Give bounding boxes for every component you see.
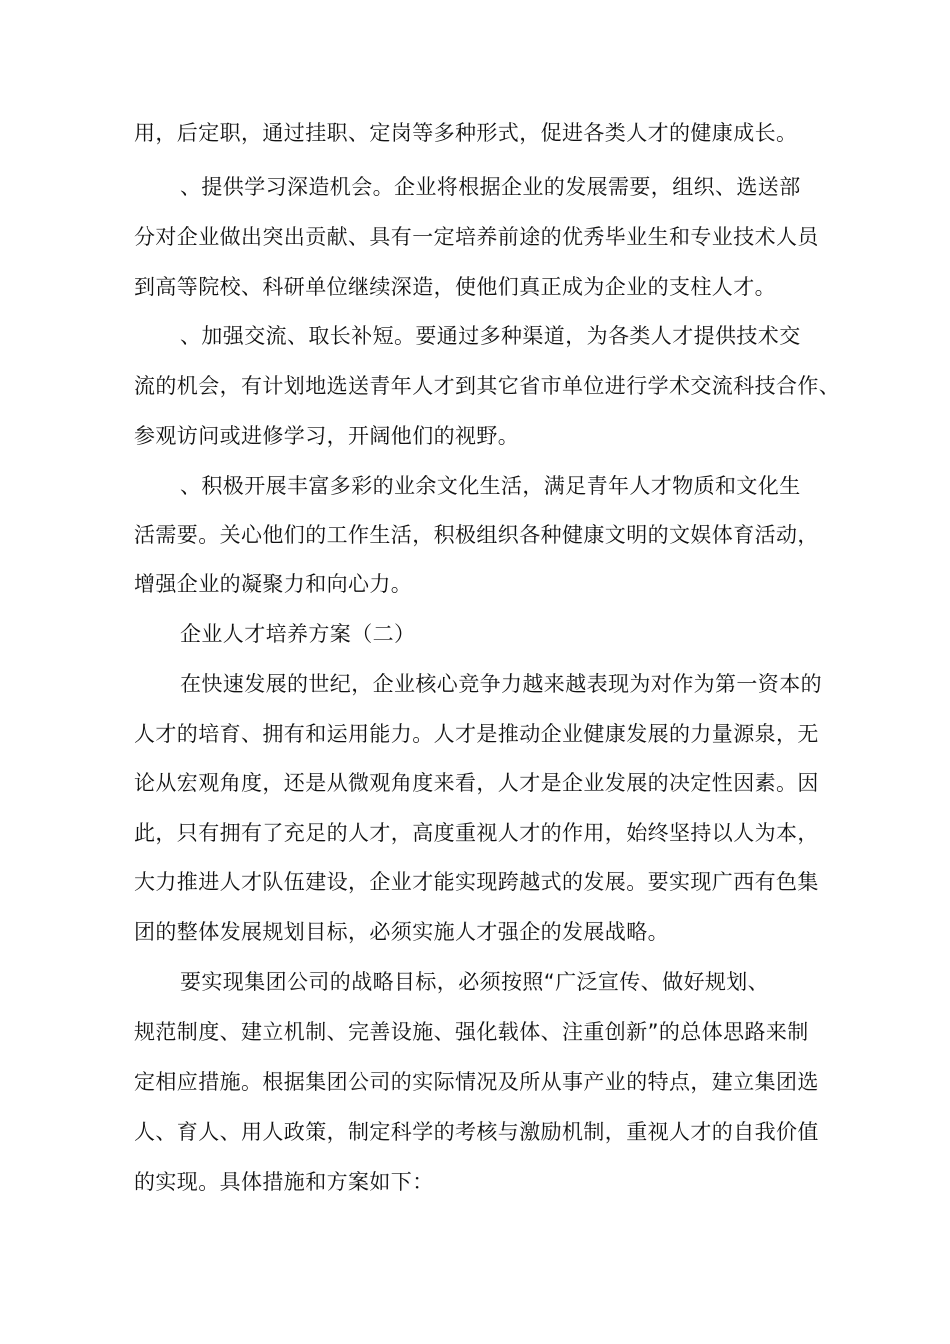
section-heading: 企业人才培养方案（二）: [180, 622, 416, 646]
text-line: 要实现集团公司的战略目标，必须按照“广泛宣传、做好规划、: [180, 970, 770, 994]
text-line: 定相应措施。根据集团公司的实际情况及所从事产业的特点，建立集团选: [134, 1070, 819, 1094]
text-line: 、积极开展丰富多彩的业余文化生活，满足青年人才物质和文化生: [180, 474, 801, 498]
text-line: 此，只有拥有了充足的人才，高度重视人才的作用，始终坚持以人为本，: [134, 821, 819, 845]
text-line: 用，后定职，通过挂职、定岗等多种形式，促进各类人才的健康成长。: [134, 121, 798, 145]
text-line: 、提供学习深造机会。企业将根据企业的发展需要，组织、选送部: [180, 175, 801, 199]
text-line: 参观访问或进修学习，开阔他们的视野。: [134, 424, 520, 448]
text-line: 、加强交流、取长补短。要通过多种渠道，为各类人才提供技术交: [180, 324, 801, 348]
text-line: 流的机会，有计划地选送青年人才到其它省市单位进行学术交流科技合作、: [134, 374, 841, 398]
text-line: 大力推进人才队伍建设，企业才能实现跨越式的发展。要实现广西有色集: [134, 870, 819, 894]
text-line: 规范制度、建立机制、完善设施、强化载体、注重创新”的总体思路来制: [134, 1020, 809, 1044]
text-line: 的实现。具体措施和方案如下：: [134, 1170, 434, 1194]
text-line: 在快速发展的世纪，企业核心竞争力越来越表现为对作为第一资本的: [180, 672, 822, 696]
text-line: 活需要。关心他们的工作生活，积极组织各种健康文明的文娱体育活动，: [134, 523, 819, 547]
text-line: 增强企业的凝聚力和向心力。: [134, 572, 413, 596]
text-line: 分对企业做出突出贡献、具有一定培养前途的优秀毕业生和专业技术人员: [134, 225, 819, 249]
text-line: 到高等院校、科研单位继续深造，使他们真正成为企业的支柱人才。: [134, 275, 776, 299]
text-line: 论从宏观角度，还是从微观角度来看，人才是企业发展的决定性因素。因: [134, 771, 819, 795]
text-line: 人、育人、用人政策，制定科学的考核与激励机制，重视人才的自我价值: [134, 1120, 819, 1144]
text-line: 团的整体发展规划目标，必须实施人才强企的发展战略。: [134, 920, 669, 944]
text-line: 人才的培育、拥有和运用能力。人才是推动企业健康发展的力量源泉，无: [134, 722, 819, 746]
